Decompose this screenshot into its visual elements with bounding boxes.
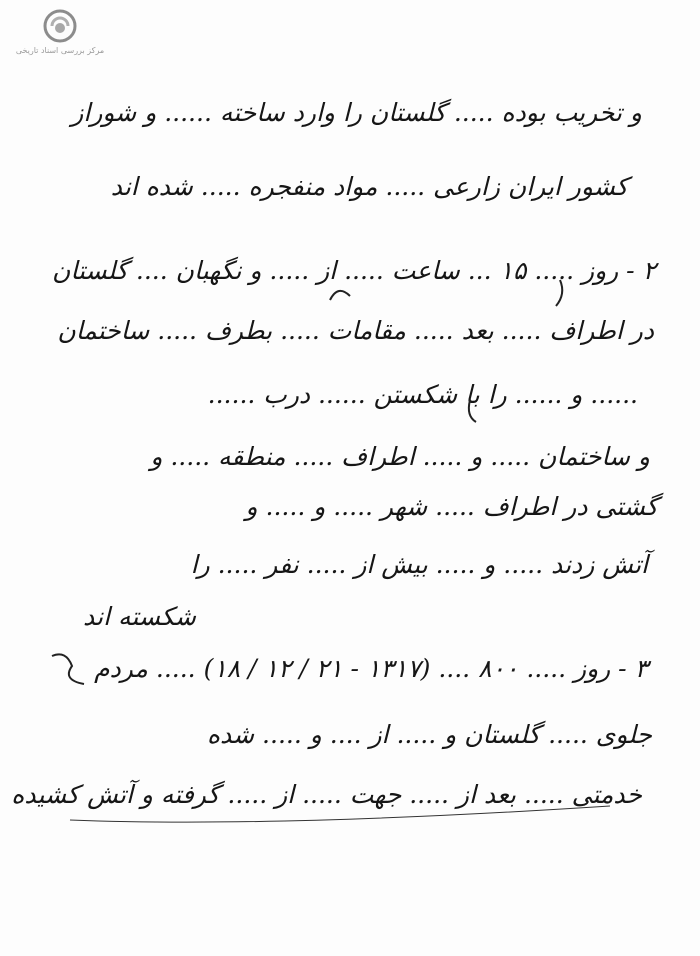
manuscript-line: کشور ایران زارعی ..... مواد منفجره ..... شده اند bbox=[110, 172, 628, 201]
manuscript-line: گشتی در اطراف ..... شهر ..... و ..... و bbox=[245, 492, 658, 521]
manuscript-line: و ساختمان ..... و ..... اطراف ..... منطقه ..... و bbox=[150, 442, 650, 471]
manuscript-line: جلوی ..... گلستان و ..... از .... و ..... شده bbox=[206, 720, 652, 749]
manuscript-line: در اطراف ..... بعد ..... مقامات ..... بطرف ..... ساختمان bbox=[57, 316, 654, 345]
manuscript-line: ...... و ...... را با شکستن ...... درب ...... bbox=[207, 380, 638, 409]
manuscript-line: شکسته اند bbox=[83, 602, 196, 631]
manuscript-line: و تخریب بوده ..... گلستان را وارد ساخته ...... و شوراز bbox=[71, 98, 642, 127]
manuscript-line: آتش زدند ..... و ..... بیش از ..... نفر ..... را bbox=[190, 550, 648, 579]
manuscript-line: خدمتی ..... بعد از ..... جهت ..... از ..... گرفته و آتش کشیده bbox=[11, 780, 642, 809]
manuscript-line: ۳ - روز ..... ۸۰۰ .... (۱۳۱۷ - ۲۱ / ۱۲ / ۱۸) ..... مردم bbox=[94, 654, 648, 683]
archive-name: مرکز بررسی اسناد تاریخی bbox=[15, 46, 105, 55]
manuscript-line: ۲ - روز ..... ۱۵ ... ساعت ..... از ..... و نگهبان .... گلستان bbox=[51, 256, 656, 285]
